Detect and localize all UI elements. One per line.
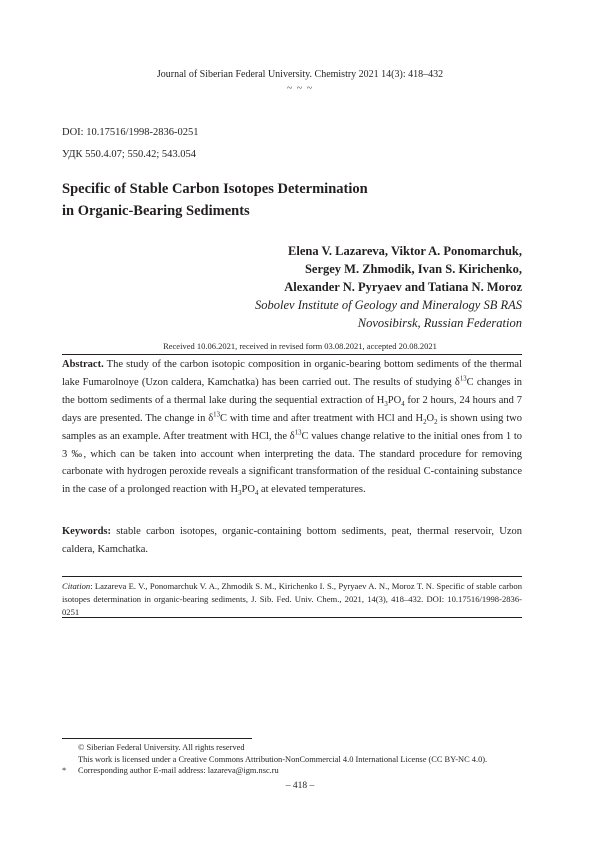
article-title — [62, 178, 368, 222]
received-dates: Received 10.06.2021, received in revised form 03.08.2021, accepted 20.08.2021 — [163, 341, 437, 351]
author-line-2: Sergey M. Zhmodik, Ivan S. Kirichenko, — [304, 262, 522, 276]
keywords-label: Keywords: — [62, 526, 111, 537]
citation-top-rule — [62, 576, 522, 577]
keywords — [62, 523, 522, 559]
subscript: 2 — [434, 418, 438, 426]
subscript: 4 — [401, 400, 405, 408]
corresponding-email[interactable]: Corresponding author E-mail address: lazareva@igm.nsc.ru — [78, 766, 279, 775]
abstract-top-rule — [62, 354, 522, 355]
abstract-text: C changes in the bottom sediments of a thermal lake during the sequential extraction of H — [62, 376, 522, 406]
page-number: – 418 – — [285, 781, 315, 791]
subscript: 3 — [384, 400, 388, 408]
subscript: 3 — [238, 490, 242, 498]
abstract — [62, 356, 522, 499]
footnote-copyright: © Siberian Federal University. All rights reserved — [78, 743, 245, 752]
citation-bottom-rule — [62, 617, 522, 618]
author-line-3: Alexander N. Pyryaev and Tatiana N. Moroz — [284, 280, 522, 294]
subscript: 2 — [423, 418, 427, 426]
journal-header: Journal of Siberian Federal University. Chemistry 2021 14(3): 418–432 — [156, 69, 444, 80]
abstract-text: PO — [241, 484, 255, 496]
affiliation — [255, 296, 522, 332]
author-list — [284, 242, 522, 296]
abstract-text: O — [426, 412, 435, 424]
footnote-rule — [62, 738, 252, 739]
abstract-text: C with time and after treatment with HCl and H — [219, 412, 424, 424]
footnote-license: This work is licensed under a Creative Commons Attribution-NonCommercial 4.0 International License (CC BY-NC 4.0). — [78, 754, 488, 764]
article-title-line-2: in Organic-Bearing Sediments — [62, 203, 250, 219]
udk-line: УДК 550.4.07; 550.42; 543.054 — [62, 149, 196, 160]
abstract-text: PO — [387, 394, 402, 406]
abstract-text: at elevated temperatures. — [258, 484, 366, 496]
superscript: 13 — [213, 411, 220, 419]
affiliation-line-2: Novosibirsk, Russian Federation — [357, 316, 522, 330]
footnotes — [62, 742, 532, 777]
citation — [62, 580, 522, 619]
abstract-text: for 2 hours, 24 hours and 7 days are presented. The change in δ — [62, 394, 522, 424]
doi-line[interactable]: DOI: 10.17516/1998-2836-0251 — [62, 127, 199, 138]
footnote-star: * — [62, 766, 67, 775]
abstract-text: C values change relative to the initial ones from 1 to 3 ‰, which can be taken into account when interpreting the data. The standard procedure for removing carbonate with hydrogen peroxide reveals a significant transformation of the residual C-containing substance in the case of a prolonged reaction with H — [62, 430, 523, 496]
keywords-text: stable carbon isotopes, organic-containing bottom sediments, peat, thermal reservoir, Uzon caldera, Kamchatka. — [62, 526, 522, 555]
abstract-text: The study of the carbon isotopic composition in organic-bearing bottom sediments of the thermal lake Fumarolnoye (Uzon caldera, Kamchatka) has been carried out. The results of studying δ — [62, 359, 522, 388]
footnote-corresponding — [62, 765, 532, 777]
citation-label: Citation — [62, 581, 91, 591]
subscript: 4 — [254, 490, 259, 498]
author-line-1: Elena V. Lazareva, Viktor A. Ponomarchuk, — [288, 244, 522, 258]
citation-text: : Lazareva E. V., Ponomarchuk V. A., Zhmodik S. M., Kirichenko I. S., Pyryaev A. N., Moroz T. N. Specific of stable carbon isotopes determination in organic-bearing sediments, J. Sib. Fed. Univ. Chem., 2021, 14(3), 418–432. DOI: 10.17516/1998-2836-0251 — [62, 581, 522, 617]
abstract-label: Abstract. — [62, 359, 104, 370]
superscript: 13 — [294, 429, 302, 437]
header-ornament: ~ ~ ~ — [286, 83, 314, 94]
article-title-line-1: Specific of Stable Carbon Isotopes Determination — [62, 181, 368, 197]
superscript: 13 — [459, 375, 467, 383]
abstract-text: is shown using two samples as an example. After treatment with HCl, the δ — [62, 412, 522, 442]
affiliation-line-1: Sobolev Institute of Geology and Mineralogy SB RAS — [255, 298, 522, 312]
